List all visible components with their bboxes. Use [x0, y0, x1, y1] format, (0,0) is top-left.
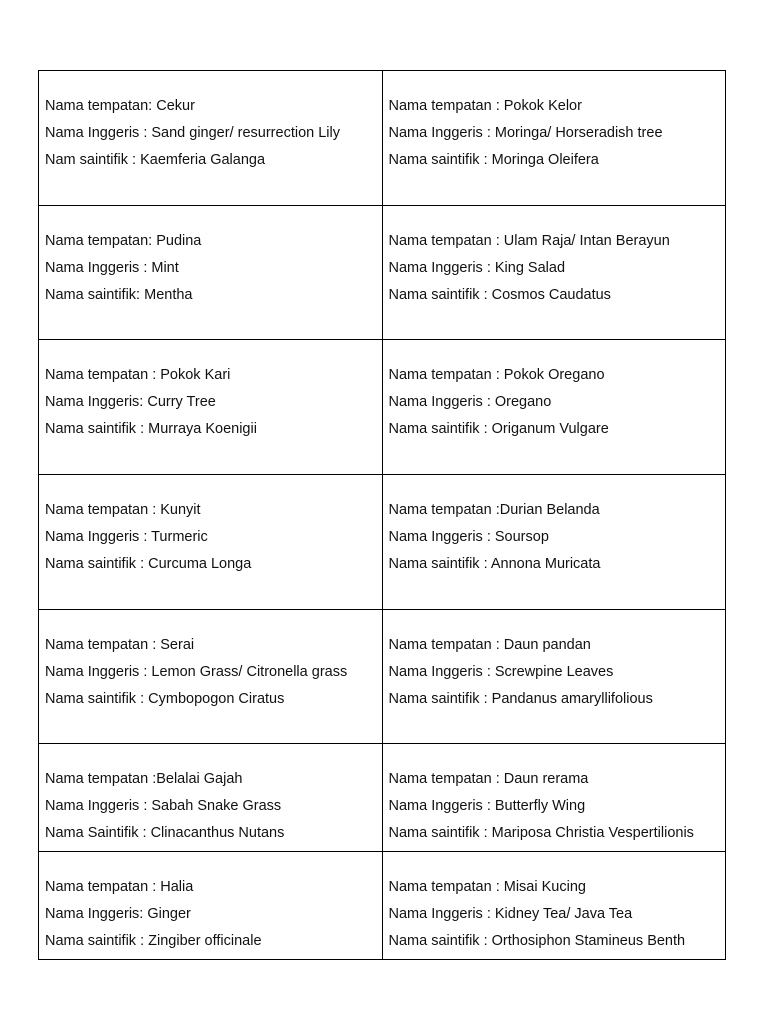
english-name: Nama Inggeris : Soursop — [388, 529, 549, 545]
local-name: Nama tempatan : Ulam Raja/ Intan Berayun — [388, 233, 670, 249]
scientific-name: Nam saintifik : Kaemferia Galanga — [45, 152, 266, 168]
local-name: Nama tempatan :Durian Belanda — [388, 502, 600, 518]
table-row — [39, 340, 726, 475]
scientific-name: Nama saintifik : Murraya Koenigii — [45, 421, 257, 437]
table-cell-left — [39, 610, 383, 744]
english-name: Nama Inggeris : Screwpine Leaves — [388, 664, 614, 680]
scientific-name: Nama saintifik : Curcuma Longa — [45, 556, 252, 572]
english-name: Nama Inggeris : Sabah Snake Grass — [45, 798, 282, 814]
table-row — [39, 71, 726, 206]
table-cell-right — [382, 206, 726, 340]
table-cell-right — [382, 71, 726, 206]
table-cell-right — [382, 610, 726, 744]
table-row — [39, 852, 726, 960]
table-row — [39, 206, 726, 340]
scientific-name: Nama Saintifik : Clinacanthus Nutans — [45, 825, 285, 841]
english-name: Nama Inggeris : Lemon Grass/ Citronella grass — [45, 664, 348, 680]
table-row — [39, 475, 726, 610]
scientific-name: Nama saintifik : Cymbopogon Ciratus — [45, 691, 285, 707]
english-name: Nama Inggeris : Sand ginger/ resurrection Lily — [45, 125, 340, 141]
scientific-name: Nama saintifik : Cosmos Caudatus — [388, 287, 611, 303]
english-name: Nama Inggeris : King Salad — [388, 260, 566, 276]
scientific-name: Nama saintifik: Mentha — [45, 287, 193, 303]
table-cell-left — [39, 475, 383, 610]
local-name: Nama tempatan : Daun pandan — [388, 637, 591, 653]
local-name: Nama tempatan : Pokok Oregano — [388, 367, 605, 383]
plant-names-table — [38, 70, 726, 960]
local-name: Nama tempatan : Serai — [45, 637, 195, 653]
english-name: Nama Inggeris : Turmeric — [45, 529, 208, 545]
table-cell-left — [39, 340, 383, 475]
table-row — [39, 744, 726, 852]
scientific-name: Nama saintifik : Origanum Vulgare — [388, 421, 609, 437]
table-cell-left — [39, 852, 383, 960]
local-name: Nama tempatan : Misai Kucing — [388, 879, 586, 895]
english-name: Nama Inggeris : Kidney Tea/ Java Tea — [388, 906, 633, 922]
table-cell-left — [39, 71, 383, 206]
local-name: Nama tempatan : Halia — [45, 879, 194, 895]
english-name: Nama Inggeris: Curry Tree — [45, 394, 216, 410]
local-name: Nama tempatan: Pudina — [45, 233, 202, 249]
english-name: Nama Inggeris : Butterfly Wing — [388, 798, 586, 814]
scientific-name: Nama saintifik : Orthosiphon Stamineus Benth — [388, 933, 686, 949]
scientific-name: Nama saintifik : Zingiber officinale — [45, 933, 262, 949]
local-name: Nama tempatan : Pokok Kelor — [388, 98, 582, 114]
local-name: Nama tempatan : Pokok Kari — [45, 367, 231, 383]
scientific-name: Nama saintifik : Annona Muricata — [388, 556, 601, 572]
table-cell-right — [382, 852, 726, 960]
table-cell-right — [382, 340, 726, 475]
local-name: Nama tempatan : Kunyit — [45, 502, 201, 518]
english-name: Nama Inggeris: Ginger — [45, 906, 191, 922]
scientific-name: Nama saintifik : Pandanus amaryllifolious — [388, 691, 653, 707]
scientific-name: Nama saintifik : Mariposa Christia Vespertilionis — [388, 825, 694, 841]
local-name: Nama tempatan : Daun rerama — [388, 771, 589, 787]
scientific-name: Nama saintifik : Moringa Oleifera — [388, 152, 599, 168]
table-cell-left — [39, 744, 383, 852]
local-name: Nama tempatan :Belalai Gajah — [45, 771, 243, 787]
english-name: Nama Inggeris : Oregano — [388, 394, 552, 410]
table-row — [39, 610, 726, 744]
table-cell-right — [382, 744, 726, 852]
table-cell-right — [382, 475, 726, 610]
table-cell-left — [39, 206, 383, 340]
english-name: Nama Inggeris : Moringa/ Horseradish tree — [388, 125, 663, 141]
local-name: Nama tempatan: Cekur — [45, 98, 195, 114]
english-name: Nama Inggeris : Mint — [45, 260, 179, 276]
